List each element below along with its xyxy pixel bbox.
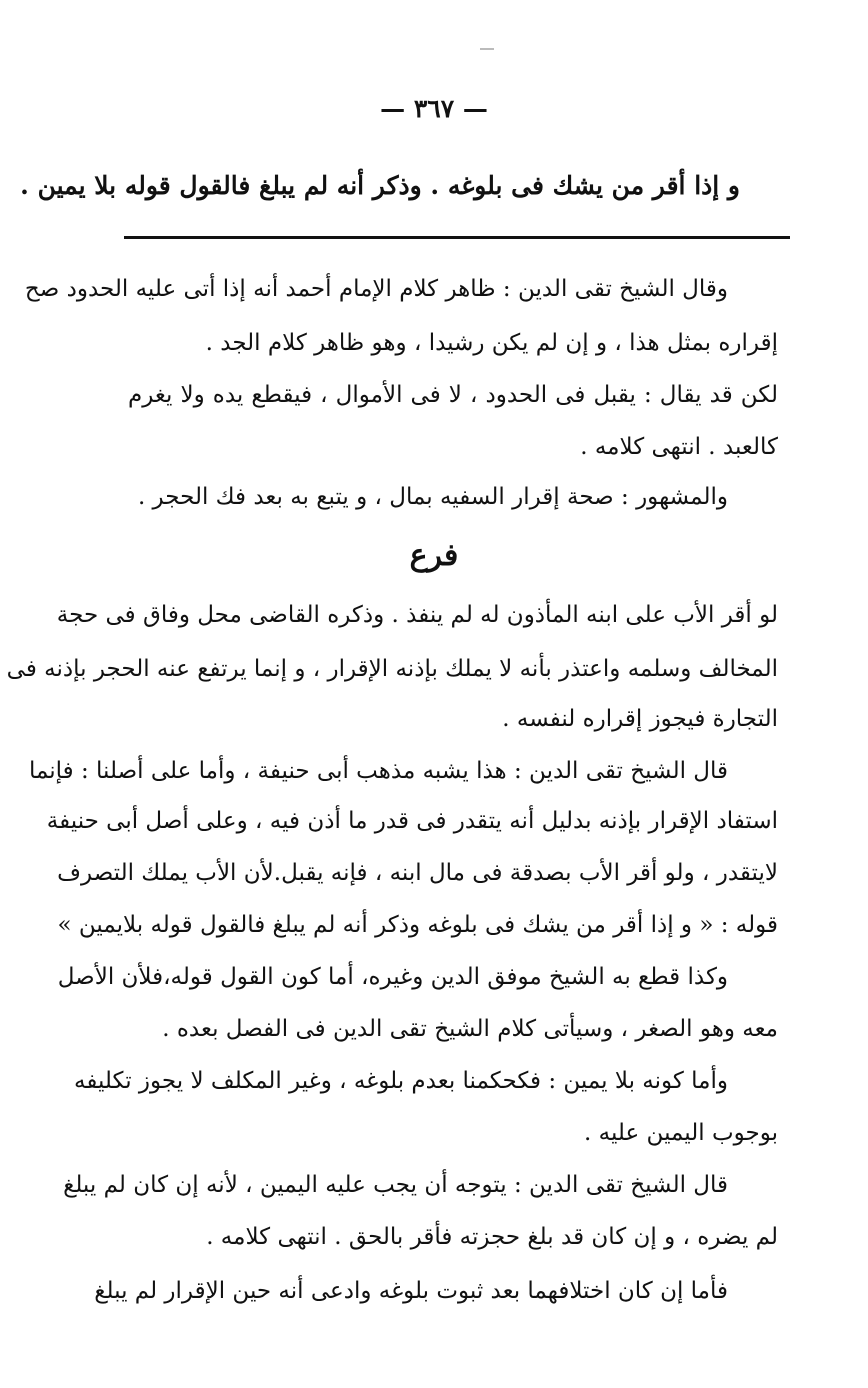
- commentary-line: إقراره بمثل هذا ، و إن لم يكن رشيدا ، وهو ظاهر كلام الجد .: [205, 330, 778, 356]
- scan-speck: [480, 48, 494, 50]
- page-number: — ٣٦٧ —: [380, 94, 488, 123]
- commentary-line: والمشهور : صحة إقرار السفيه بمال ، و يتبع به بعد فك الحجر .: [137, 484, 728, 510]
- commentary-line: كالعبد . انتهى كلامه .: [580, 434, 778, 460]
- quoted-base-text-line: قوله : « و إذا أقر من يشك فى بلوغه وذكر أنه لم يبلغ فالقول قوله بلايمين »: [57, 912, 778, 938]
- commentary-line: لكن قد يقال : يقبل فى الحدود ، لا فى الأموال ، فيقطع يده ولا يغرم: [128, 382, 778, 408]
- commentary-line: لايتقدر ، ولو أقر الأب بصدقة فى مال ابنه ، فإنه يقبل.لأن الأب يملك التصرف: [57, 860, 778, 886]
- commentary-line: فأما إن كان اختلافهما بعد ثبوت بلوغه وادعى أنه حين الإقرار لم يبلغ: [94, 1278, 728, 1304]
- separator-rule: [124, 236, 790, 239]
- commentary-line: التجارة فيجوز إقراره لنفسه .: [502, 706, 778, 732]
- commentary-line: وكذا قطع به الشيخ موفق الدين وغيره، أما كون القول قوله،فلأن الأصل: [57, 964, 728, 990]
- commentary-line: قال الشيخ تقى الدين : هذا يشبه مذهب أبى حنيفة ، وأما على أصلنا : فإنما: [28, 758, 728, 784]
- commentary-line: لو أقر الأب على ابنه المأذون له لم ينفذ . وذكره القاضى محل وفاق فى حجة: [56, 602, 778, 628]
- commentary-line: استفاد الإقرار بإذنه بدليل أنه يتقدر فى قدر ما أذن فيه ، وعلى أصل أبى حنيفة: [46, 808, 778, 834]
- section-heading: فرع: [409, 538, 459, 573]
- commentary-line: قال الشيخ تقى الدين : يتوجه أن يجب عليه اليمين ، لأنه إن كان لم يبلغ: [63, 1172, 728, 1198]
- commentary-line: وقال الشيخ تقى الدين : ظاهر كلام الإمام أحمد أنه إذا أتى عليه الحدود صح: [24, 276, 728, 302]
- commentary-line: وأما كونه بلا يمين : فكحكمنا بعدم بلوغه ، وغير المكلف لا يجوز تكليفه: [74, 1068, 728, 1094]
- commentary-line: بوجوب اليمين عليه .: [584, 1120, 778, 1146]
- base-text-verse: و إذا أقر من يشك فى بلوغه . وذكر أنه لم يبلغ فالقول قوله بلا يمين .: [20, 171, 740, 200]
- commentary-line: معه وهو الصغر ، وسيأتى كلام الشيخ تقى الدين فى الفصل بعده .: [162, 1016, 778, 1042]
- commentary-line: المخالف وسلمه واعتذر بأنه لا يملك بإذنه الإقرار ، و إنما يرتفع عنه الحجر بإذنه فى: [6, 656, 778, 682]
- commentary-line: لم يضره ، و إن كان قد بلغ حجزته فأقر بالحق . انتهى كلامه .: [206, 1224, 778, 1250]
